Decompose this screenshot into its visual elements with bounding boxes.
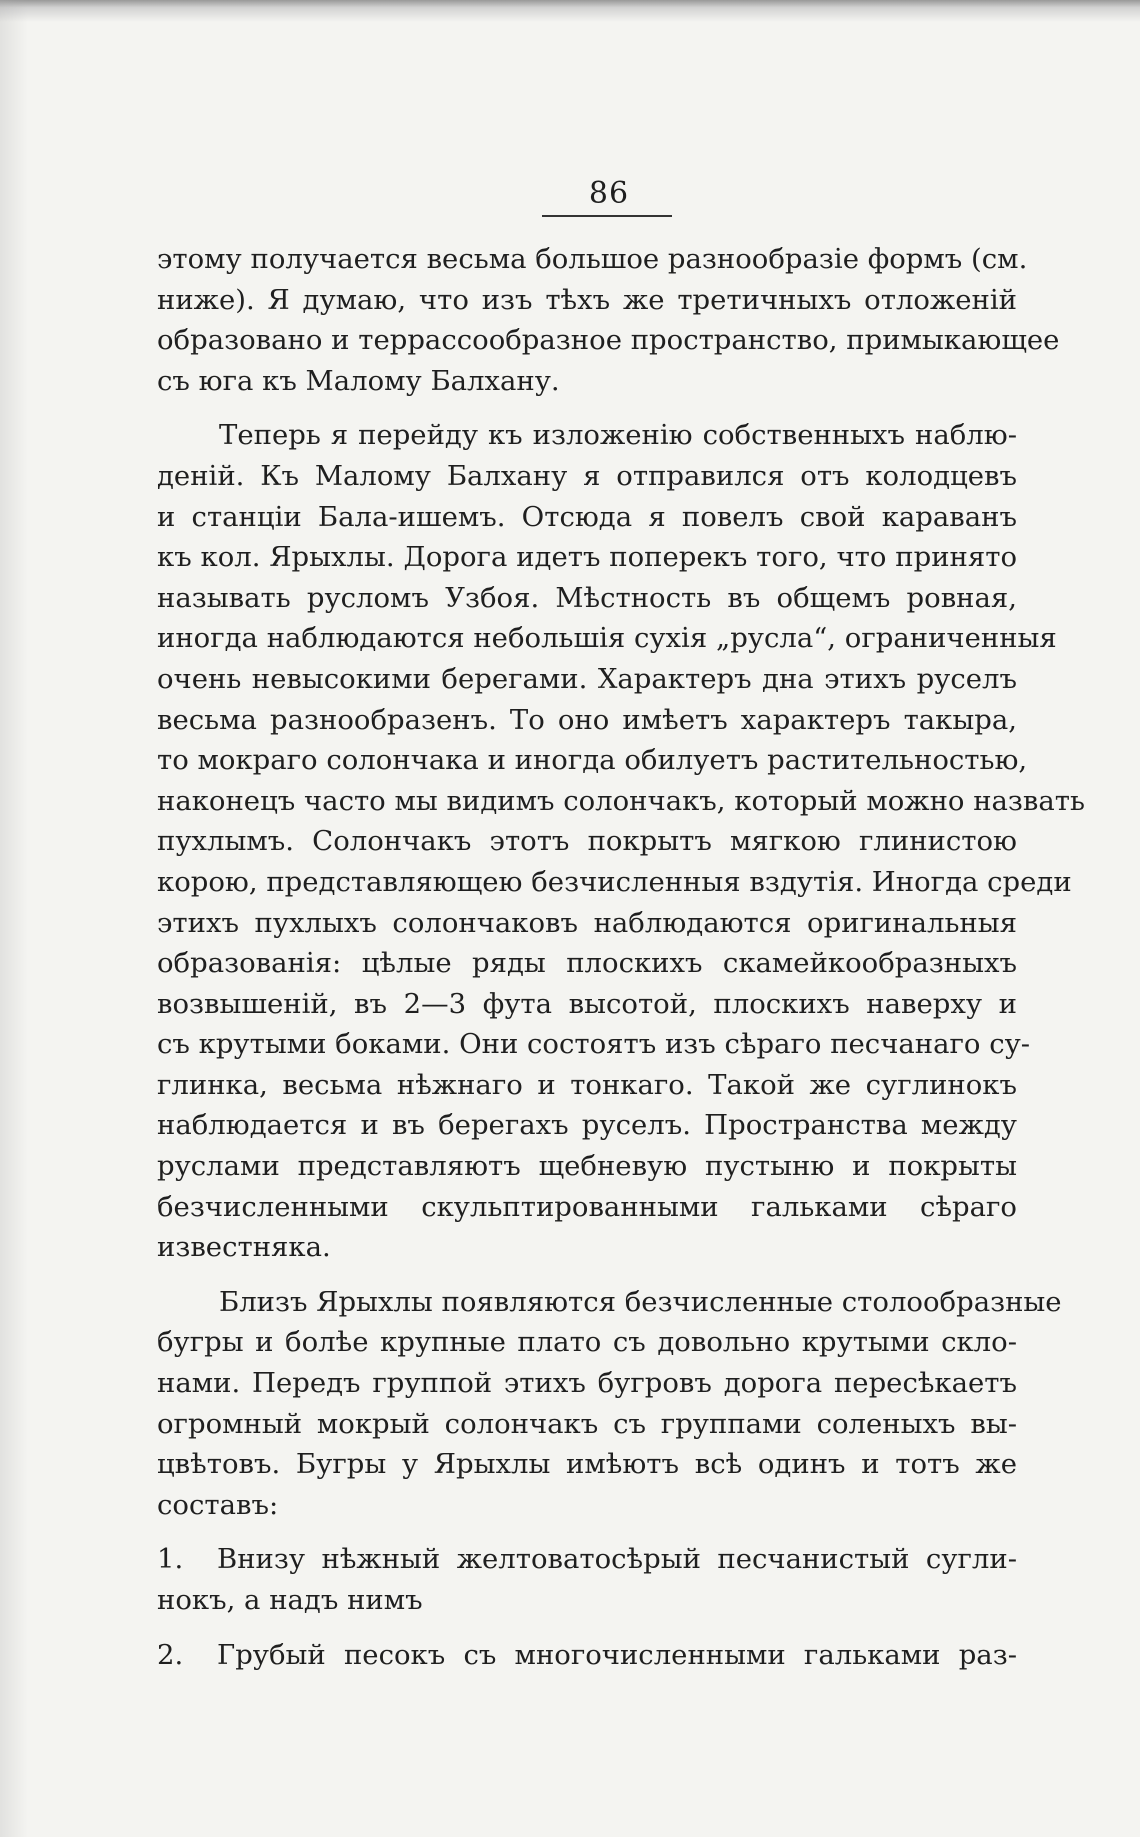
scan-left-shadow: [0, 0, 28, 1837]
page-number: 86: [588, 176, 630, 211]
text-line-content: Теперь я перейду къ изложенію собственныхъ наблю-: [219, 419, 1017, 452]
text-line: бугры и болѣе крупные плато съ довольно крутыми скло-: [157, 1326, 1017, 1359]
text-line: иногда наблюдаются небольшія сухія „русла“, ограниченныя: [157, 622, 1057, 655]
text-line: [157, 415, 1017, 456]
text-line: известняка.: [157, 1231, 331, 1264]
text-line: называть русломъ Узбоя. Мѣстность въ общемъ ровная,: [157, 581, 1017, 614]
paragraph-gap: [157, 1525, 1017, 1539]
list-line-content: Грубый песокъ съ многочисленными гальками раз-: [217, 1638, 1017, 1671]
text-line: этому получается весьма большое разнообразіе формъ (см.: [157, 243, 1028, 275]
text-line: руслами представляютъ щебневую пустыню и покрыты: [157, 1150, 1017, 1183]
text-line: наблюдается и въ берегахъ руселъ. Пространства между: [157, 1109, 1017, 1142]
list-line: [157, 1635, 1017, 1676]
page-content: [157, 175, 1085, 1675]
text-line: цвѣтовъ. Бугры у Ярыхлы имѣютъ всѣ одинъ и тотъ же: [157, 1448, 1017, 1481]
text-line: съ крутыми боками. Они состоятъ изъ сѣраго песчанаго су-: [157, 1028, 1031, 1061]
page-number-rule: [542, 215, 672, 217]
paragraph-2: [157, 415, 1085, 1267]
text-line: пухлымъ. Солончакъ этотъ покрытъ мягкою глинистою: [157, 825, 1017, 858]
list-gap: [157, 1621, 1017, 1635]
text-line: весьма разнообразенъ. То оно имѣетъ характеръ такыра,: [157, 703, 1017, 736]
text-line: къ кол. Ярыхлы. Дорога идетъ поперекъ того, что принято: [157, 541, 1017, 574]
scan-top-shadow: [0, 0, 1140, 22]
list-line-content: Внизу нѣжный желтоватосѣрый песчанистый сугли-: [217, 1543, 1017, 1576]
text-line: ниже). Я думаю, что изъ тѣхъ же третичныхъ отложеній: [157, 283, 1017, 316]
text-line: возвышеній, въ 2—3 фута высотой, плоскихъ наверху и: [157, 987, 1017, 1020]
text-line: образованія: цѣлые ряды плоскихъ скамейкообразныхъ: [157, 947, 1017, 980]
text-line: то мокраго солончака и иногда обилуетъ растительностью,: [157, 744, 1028, 777]
text-line: нами. Передъ группой этихъ бугровъ дорога пересѣкаетъ: [157, 1367, 1017, 1400]
text-line: корою, представляющею безчисленныя вздутія. Иногда среди: [157, 865, 1072, 898]
text-line: [157, 1282, 1062, 1323]
list-number: 2.: [157, 1638, 184, 1671]
text-line: съ юга къ Малому Балхану.: [157, 364, 560, 397]
list-line: [157, 1539, 1017, 1580]
text-line: безчисленными скульптированными гальками сѣраго: [157, 1190, 1017, 1223]
paragraph-gap: [157, 401, 1017, 415]
list-item-2: [157, 1635, 1017, 1676]
paragraph-3: [157, 1282, 1062, 1526]
text-line: этихъ пухлыхъ солончаковъ наблюдаются оригинальныя: [157, 906, 1017, 939]
text-line: огромный мокрый солончакъ съ группами соленыхъ вы-: [157, 1407, 1017, 1440]
paragraph-1: [157, 239, 1060, 401]
text-line: составъ:: [157, 1488, 279, 1521]
list-line: нокъ, а надъ нимъ: [157, 1584, 423, 1616]
text-line: и станціи Бала-ишемъ. Отсюда я повелъ свой караванъ: [157, 500, 1017, 533]
paragraph-gap: [157, 1268, 1017, 1282]
text-line: наконецъ часто мы видимъ солончакъ, который можно назвать: [157, 784, 1085, 817]
text-line: очень невысокими берегами. Характеръ дна этихъ руселъ: [157, 662, 1017, 695]
list-item-1: [157, 1539, 1017, 1620]
text-line-content: Близъ Ярыхлы появляются безчисленные столообразные: [219, 1285, 1062, 1318]
text-line: деній. Къ Малому Балхану я отправился отъ колодцевъ: [157, 459, 1017, 492]
text-line: образовано и террассообразное пространство, примыкающее: [157, 324, 1060, 357]
text-line: глинка, весьма нѣжнаго и тонкаго. Такой же суглинокъ: [157, 1068, 1017, 1101]
list-number: 1.: [157, 1543, 184, 1576]
